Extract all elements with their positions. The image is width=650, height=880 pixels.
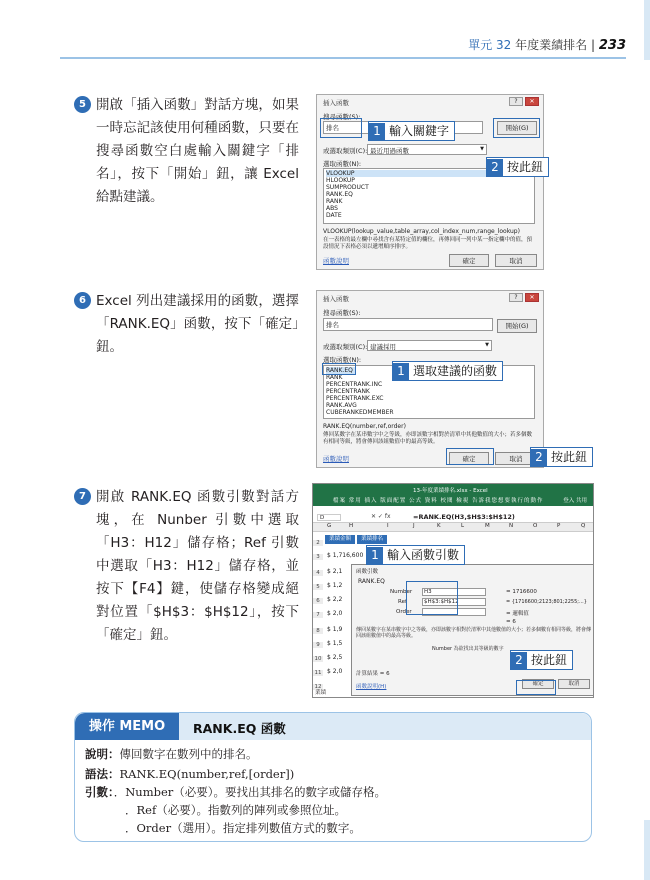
step-number: 5 [74,96,91,113]
row-header[interactable]: 9 [313,642,323,648]
memo-description [85,745,258,763]
function-list-label: 選取函數(N): [323,160,362,168]
category-label: 或選取類別(C): [323,343,368,351]
list-item[interactable]: RANK.EQ [326,191,353,198]
search-input[interactable]: 排名 [323,121,483,134]
memo-arg-order: ．Order（選用）。指定排列數值方式的數字。 [125,821,361,835]
header-text [468,36,626,53]
callout-press-button-2 [530,447,593,467]
function-arguments-dialog [351,564,594,696]
header-cell[interactable]: 業績金額 [325,535,355,544]
header-edge-decoration [644,0,650,60]
list-item[interactable]: RANK [326,198,343,205]
memo-tag: 操作 MEMO [75,713,179,740]
row-header[interactable]: 6 [313,598,323,604]
ribbon-tabs[interactable]: 檔案 常用 插入 版面配置 公式 資料 校閱 檢視 告訴我您想要執行的動作 [333,498,544,504]
table-cell[interactable]: $ 1,9 [327,626,343,633]
callout-text: 選取建議的函數 [413,364,498,378]
row-header[interactable]: 5 [313,584,323,590]
arg-ref-input[interactable]: $H$3:$H$12 [422,598,486,606]
list-item[interactable]: VLOOKUP [326,170,532,177]
step-text: 開啟 RANK.EQ 函數引數對話方塊，在 Nunber 引數中選取「H3：H12」儲存格；Ref 引數中選取「H3：H12」儲存格，並按下【F4】鍵，使儲存格變成絕對位置「$H$3：$H$12」，按下「確定」鈕。 [96,489,299,643]
unit-label: 單元 32 [468,38,512,52]
callout-press-button-3 [510,650,573,670]
calculation-result: 計算結果 = 6 [356,671,390,677]
category-select[interactable] [367,340,492,351]
list-item[interactable]: CUBERANKEDMEMBER [326,409,394,416]
callout-text: 按此鈕 [531,653,568,667]
formula-input[interactable]: =RANK.EQ(H3,$H$3:$H$12) [413,513,515,521]
ok-button[interactable]: 確定 [522,679,554,689]
function-syntax: VLOOKUP(lookup_value,table_array,col_index_num,range_lookup) [323,228,520,235]
function-description: 在一表格的最左欄中尋找含有某特定值的欄位，再傳回同一列中某一指定欄中的值，預設情況下表格必須以遞增順序排序。 [323,237,533,250]
memo-header [75,713,591,740]
arg-ref-label: Ref [398,599,407,605]
name-box[interactable]: D [317,514,341,521]
help-link[interactable]: 函數說明 [323,455,349,463]
function-description: 傳回某數字在某串數字中之等級，亦即該數字相對於清單中其他數值的大小；若多個數有相同等級，將會傳回該組數值中的最高等級。 [323,432,533,445]
callout-number: 2 [531,449,547,466]
memo-box [74,712,592,842]
highlight-ok-button [446,448,494,465]
row-header[interactable]: 11 [314,670,322,676]
callout-press-button-1 [486,157,549,177]
row-header[interactable]: 12 [314,684,322,690]
table-cell[interactable]: $ 1,5 [327,640,343,647]
row-header[interactable]: 3 [313,554,323,560]
column-header[interactable]: O [533,523,538,529]
memo-args-label: 引數： [85,785,114,799]
excel-ribbon [313,484,593,506]
table-cell[interactable]: $ 2,0 [327,668,343,675]
argument-description: Number 為欲找出其等級的數字 [432,646,504,652]
list-item[interactable]: HLOOKUP [326,177,355,184]
callout-select-function [392,361,503,381]
callout-number: 2 [487,159,503,176]
cancel-button[interactable]: 取消 [558,679,590,689]
category-value: 最近用過函數 [370,147,409,155]
list-item[interactable]: RANK [326,374,343,381]
callout-enter-keyword [368,121,455,141]
column-headers [313,523,593,532]
row-header[interactable]: 10 [314,656,322,662]
arg-order-label: Order [396,609,412,615]
column-header[interactable]: K [437,523,441,529]
help-link[interactable]: 函數說明 [323,257,349,265]
search-label: 搜尋函數(S): [323,309,361,317]
page-number: 233 [598,38,626,53]
table-cell[interactable]: $ 2,5 [327,654,343,661]
column-header[interactable]: Q [581,523,586,529]
step-5 [74,94,299,209]
callout-text: 輸入函數引數 [387,548,460,562]
step-number: 7 [74,488,91,505]
formula-bar [313,512,593,523]
header-separator: | [590,38,596,52]
help-icon[interactable]: ? [509,293,523,302]
column-header[interactable]: M [485,523,490,529]
cancel-button[interactable]: 取消 [495,254,537,267]
column-header[interactable]: N [509,523,514,529]
memo-syntax-text: RANK.EQ(number,ref,[order]) [119,767,295,781]
memo-desc-label: 說明： [85,747,120,761]
arg-number-result: = 1716600 [506,589,537,595]
header-cell[interactable]: 業績排名 [357,535,387,544]
equation-result: = 6 [506,619,516,625]
row-header[interactable]: 8 [313,628,323,634]
category-select[interactable] [367,144,487,155]
row-header[interactable]: 2 [313,540,323,546]
function-list-label: 選取函數(N): [323,356,362,364]
arg-ref-result: = {1716600;2123;801;2255;...} [506,599,587,605]
callout-enter-arguments [366,545,465,565]
table-cell[interactable]: $ 2,2 [327,596,343,603]
window-buttons [509,97,539,106]
callout-text: 按此鈕 [551,450,588,464]
step-text: 開啟「插入函數」對話方塊，如果一時忘記該使用何種函數，只要在搜尋函數空白處輸入關鍵字「排名」，按下「開始」鈕，讓 Excel 給點建議。 [96,97,299,205]
highlight-ok-button [516,680,556,695]
step-number: 6 [74,292,91,309]
start-button[interactable]: 開始(G) [497,121,537,135]
arg-number-input[interactable]: H3 [422,588,486,596]
callout-number: 1 [367,547,383,564]
highlight-arguments [406,581,458,615]
search-label: 搜尋函數(S): [323,113,361,121]
memo-arg-number: ．Number（必要）。要找出其排名的數字或儲存格。 [113,785,387,799]
list-item[interactable]: PERCENTRANK.EXC [326,395,384,402]
memo-arg-ref: ．Ref（必要）。指數列的陣列或參照位址。 [125,803,346,817]
window-buttons [509,293,539,302]
callout-text: 按此鈕 [507,160,544,174]
page-header [0,0,650,60]
highlight-start-button [493,118,540,138]
arg-order-result: = 邏輯值 [506,611,529,617]
window-title: 13-年度業績排名.xlsx - Excel [413,488,488,494]
dialog-title: 插入函數 [323,99,349,107]
callout-number: 1 [369,123,385,140]
step-6 [74,290,299,359]
ok-button[interactable]: 確定 [449,254,489,267]
start-button[interactable]: 開始(G) [497,319,537,333]
list-item[interactable]: PERCENTRANK.INC [326,381,383,388]
memo-desc-text: 傳回數字在數列中的排名。 [119,747,258,761]
table-cell[interactable]: $ 1,2 [327,582,343,589]
memo-title: RANK.EQ 函數 [193,721,286,736]
close-icon[interactable]: ✕ [525,97,539,106]
function-description: 傳回某數字在某串數字中之等級，亦即該數字相對於清單中其他數值的大小；若多個數有相同等級，將會傳回該組數值中的最高等級。 [356,627,592,639]
memo-syntax-label: 語法： [85,767,120,781]
share-button[interactable]: 登入 共用 [563,498,587,504]
step-7 [74,486,299,647]
help-link[interactable]: 函數說明(H) [356,684,387,690]
help-icon[interactable]: ? [509,97,523,106]
cancel-button[interactable]: 取消 [495,452,537,465]
list-item[interactable]: PERCENTRANK [326,388,370,395]
column-header[interactable]: G [327,523,332,529]
arg-number-label: Number [390,589,413,595]
highlight-search-input [320,118,362,138]
column-header[interactable]: H [349,523,354,529]
header-rule [60,57,626,59]
memo-args [85,783,386,801]
function-syntax: RANK.EQ(number,ref,order) [323,423,406,430]
chapter-title: 年度業績排名 [515,38,588,52]
memo-syntax [85,765,294,783]
row-header[interactable]: 4 [313,570,323,576]
sheet-tab[interactable]: 業績 [315,690,327,696]
table-cell[interactable]: $ 1,716,600 [327,552,364,559]
column-header[interactable]: I [387,523,389,529]
column-header[interactable]: J [413,523,415,529]
search-input[interactable]: 排名 [323,318,493,331]
category-label: 或選取類別(C): [323,147,368,155]
list-item[interactable]: RANK.AVG [326,402,357,409]
chevron-down-icon: ▼ [480,146,484,152]
list-item[interactable]: ABS [326,205,338,212]
callout-number: 2 [511,652,527,669]
formula-icons: ✕ ✓ fx [371,513,391,520]
list-item[interactable]: DATE [326,212,342,219]
function-name: RANK.EQ [358,578,385,585]
callout-text: 輸入關鍵字 [389,124,450,138]
column-header[interactable]: L [461,523,465,529]
step-text: Excel 列出建議採用的函數，選擇「RANK.EQ」函數，按下「確定」鈕。 [96,293,299,355]
list-item[interactable]: RANK.EQ [326,367,356,374]
table-cell[interactable]: $ 2,1 [327,568,343,575]
dialog-title: 函數引數 [356,569,379,575]
ok-button[interactable]: 確定 [449,452,489,465]
row-header[interactable]: 7 [313,612,323,618]
close-icon[interactable]: ✕ [525,293,539,302]
chevron-down-icon: ▼ [485,342,489,348]
table-cell[interactable]: $ 2,0 [327,610,343,617]
callout-number: 1 [393,363,409,380]
category-value: 建議採用 [370,343,396,351]
dialog-title: 插入函數 [323,295,349,303]
highlight-rank-eq [322,363,356,375]
list-item[interactable]: SUMPRODUCT [326,184,369,191]
footer-edge-decoration [644,820,650,880]
column-header[interactable]: P [557,523,561,529]
